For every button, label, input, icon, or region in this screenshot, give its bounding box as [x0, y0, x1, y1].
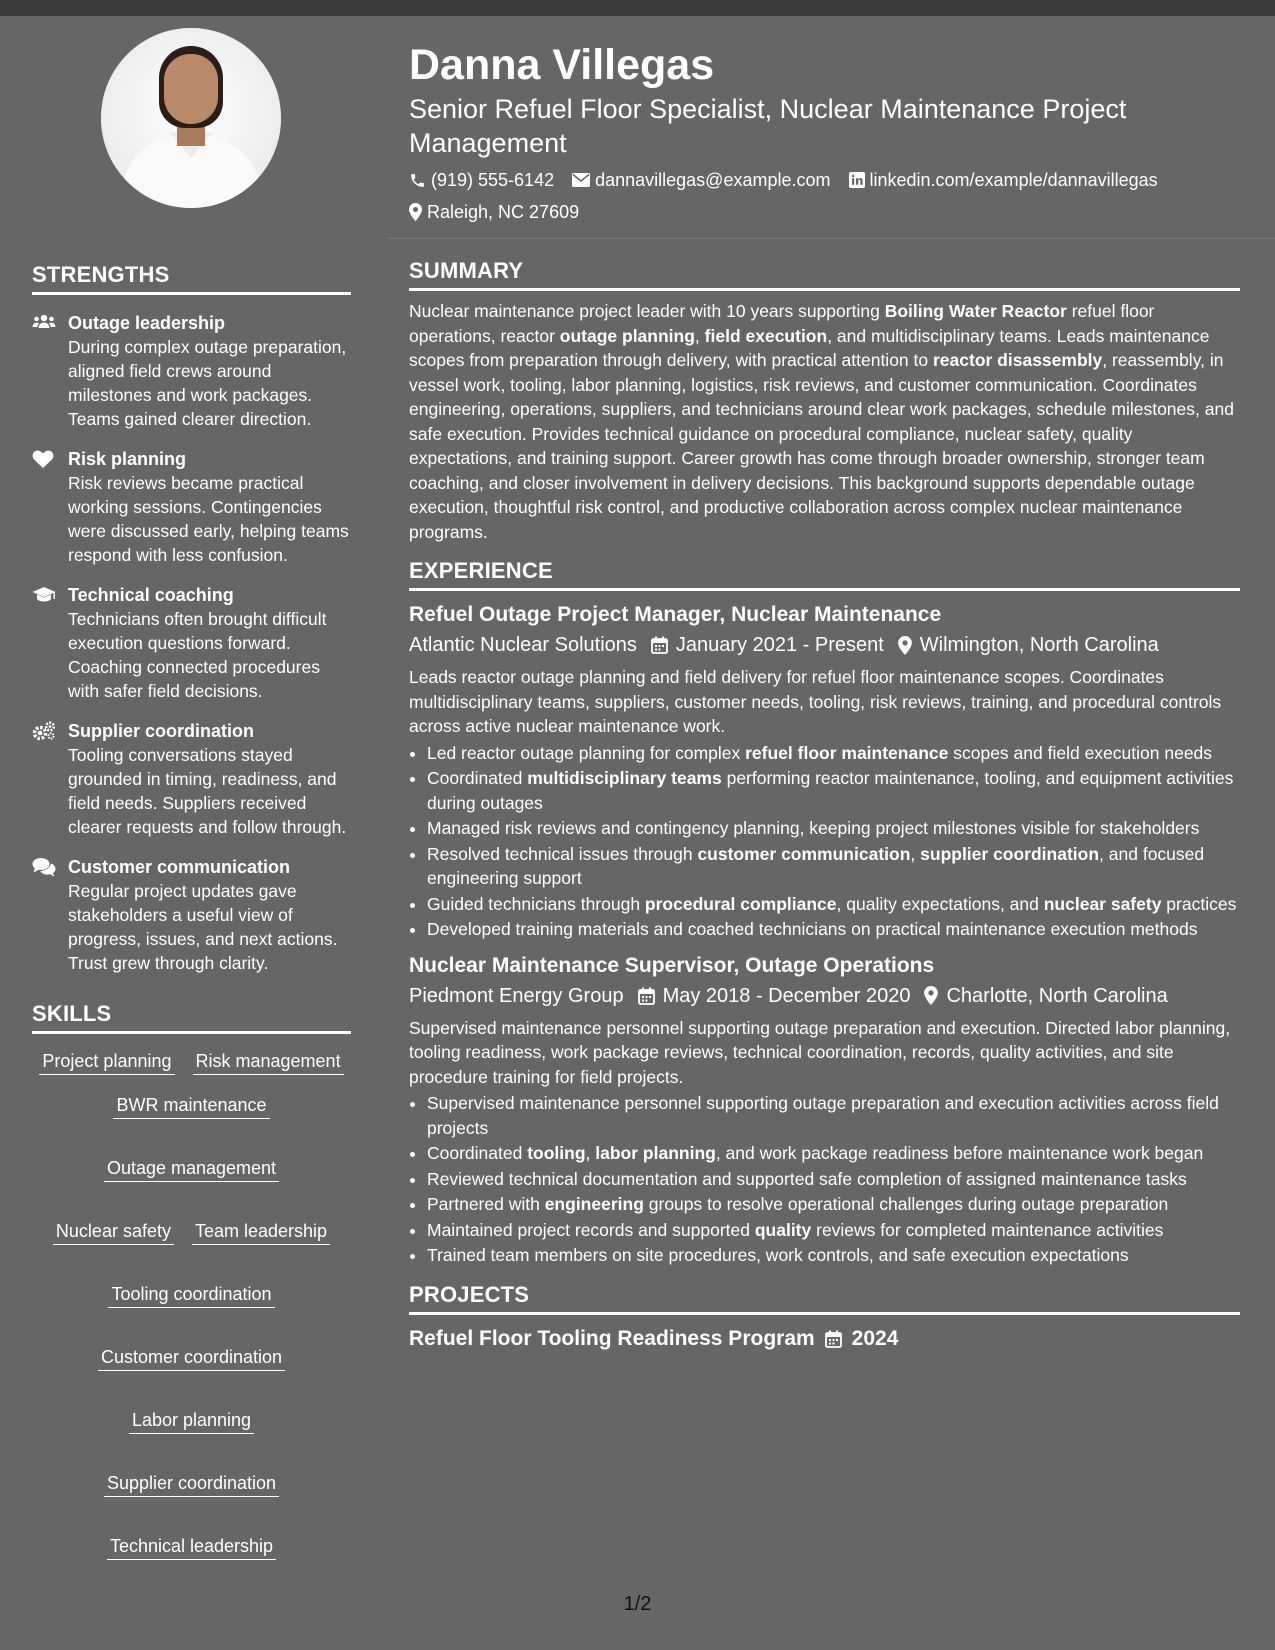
list-item: • Managed risk reviews and contingency planning, keeping project milestones visible for stakeholders — [427, 816, 1240, 841]
strength-description: Tooling conversations stayed grounded in timing, readiness, and field needs. Suppliers received clearer requests and follow through. — [68, 745, 347, 837]
avatar — [101, 28, 281, 208]
linkedin-text: linkedin.com/example/dannavillegas — [869, 170, 1158, 190]
job-bullets — [409, 741, 1240, 942]
comments-icon — [32, 855, 68, 975]
job-meta — [409, 982, 1240, 1010]
left-column — [32, 28, 351, 1560]
strength-item — [32, 311, 351, 431]
gears-icon — [32, 719, 68, 839]
skill-tag: Technical leadership — [107, 1535, 276, 1560]
summary-text: Nuclear maintenance project leader with 10 years supporting Boiling Water Reactor refuel floor operations, reactor outage planning, field execution, and multidisciplinary teams. Leads maintenance scopes from preparation through delivery, with practical attention to reactor disassembly, reassembly, in vessel work, tooling, labor planning, logistics, risk reviews, and customer communication. Coordinates engineering, operations, suppliers, and technicians around clear work packages, schedule milestones, and safe execution. Provides technical guidance on procedural compliance, nuclear safety, quality expectations, and training support. Career growth has come through broader ownership, stronger team coaching, and closer involvement in delivery decisions. This background supports dependable outage execution, thoughtful risk control, and productive collaboration across complex nuclear maintenance programs. — [409, 301, 1234, 542]
map-marker-icon — [898, 636, 912, 655]
map-marker-icon — [924, 986, 938, 1005]
list-item: • Led reactor outage planning for complex refuel floor maintenance scopes and field execution needs — [427, 741, 1240, 766]
job-dates: May 2018 - December 2020 — [662, 984, 911, 1007]
experience-heading: EXPERIENCE — [409, 558, 1240, 591]
job-bullets — [409, 1091, 1240, 1268]
location-contact — [409, 200, 579, 224]
linkedin-icon — [849, 172, 865, 188]
job-title: Refuel Outage Project Manager, Nuclear Maintenance — [409, 603, 942, 626]
top-bar — [0, 0, 1275, 16]
skill-tag: Tooling coordination — [108, 1283, 274, 1308]
list-item: • Maintained project records and supported quality reviews for completed maintenance activities — [427, 1218, 1240, 1243]
calendar-icon — [638, 987, 655, 1005]
phone-text: (919) 555-6142 — [431, 170, 555, 190]
list-item: • Resolved technical issues through customer communication, supplier coordination, and focused engineering support — [427, 842, 1240, 891]
list-item: • Developed training materials and coached technicians on practical maintenance execution methods — [427, 917, 1240, 942]
strength-item — [32, 719, 351, 839]
job-entry — [409, 952, 1240, 1268]
strengths-heading: STRENGTHS — [32, 262, 351, 295]
skill-tag: Nuclear safety — [53, 1220, 174, 1245]
project-year: 2024 — [851, 1326, 899, 1350]
skills-heading: SKILLS — [32, 1001, 351, 1034]
strength-title: Outage leadership — [68, 313, 226, 333]
job-meta — [409, 631, 1240, 659]
company-name: Piedmont Energy Group — [409, 984, 624, 1007]
skill-tag: Customer coordination — [98, 1346, 285, 1371]
strength-item — [32, 583, 351, 703]
skill-tag: Project planning — [39, 1050, 174, 1075]
project-title: Refuel Floor Tooling Readiness Program — [409, 1326, 815, 1350]
phone-icon — [409, 172, 426, 189]
skill-tag: Risk management — [193, 1050, 344, 1075]
email-contact[interactable] — [572, 168, 830, 192]
candidate-name: Danna Villegas — [409, 41, 715, 89]
skills-list — [32, 1050, 351, 1560]
job-location: Wilmington, North Carolina — [919, 634, 1159, 656]
list-item: • Trained team members on site procedures, work controls, and safe execution expectations — [427, 1243, 1240, 1268]
list-item: • Reviewed technical documentation and supported safe completion of assigned maintenance tasks — [427, 1167, 1240, 1192]
strength-title: Supplier coordination — [68, 721, 255, 741]
map-marker-icon — [409, 203, 422, 221]
strength-item — [32, 855, 351, 975]
page-indicator: 1/2 — [623, 1593, 652, 1615]
job-dates: January 2021 - Present — [675, 634, 884, 656]
projects-heading: PROJECTS — [409, 1282, 1240, 1315]
skill-tag: Supplier coordination — [104, 1472, 279, 1497]
strength-description: Regular project updates gave stakeholders a useful view of progress, issues, and next actions. Trust grew through clarity. — [68, 881, 338, 973]
strength-title: Risk planning — [68, 449, 187, 469]
job-description: Supervised maintenance personnel supporting outage preparation and execution. Directed labor planning, tooling readiness, work package reviews, technical coordination, records, quality activities, and site procedure training for field projects. — [409, 1017, 1231, 1087]
job-title: Nuclear Maintenance Supervisor, Outage Operations — [409, 953, 935, 977]
users-icon — [32, 311, 68, 431]
company-name: Atlantic Nuclear Solutions — [409, 634, 637, 656]
summary-heading: SUMMARY — [409, 258, 1240, 291]
list-item: • Supervised maintenance personnel supporting outage preparation and execution activities across field projects — [427, 1091, 1240, 1140]
strength-description: Risk reviews became practical working sessions. Contingencies were discussed early, helping teams respond with less confusion. — [68, 473, 349, 565]
job-description: Leads reactor outage planning and field delivery for refuel floor maintenance scopes. Coordinates multidisciplinary teams, suppliers, customer needs, tooling, risk reviews, training, and procedural controls across active nuclear maintenance work. — [409, 667, 1222, 736]
project-entry — [409, 1325, 1240, 1353]
list-item: • Coordinated multidisciplinary teams performing reactor maintenance, tooling, and equipment activities during outages — [427, 766, 1240, 815]
strength-title: Technical coaching — [68, 585, 234, 605]
calendar-icon — [825, 1330, 842, 1348]
list-item: • Coordinated tooling, labor planning, and work package readiness before maintenance work began — [427, 1141, 1240, 1166]
contact-info — [409, 168, 1240, 224]
job-location: Charlotte, North Carolina — [946, 984, 1168, 1007]
location-text: Raleigh, NC 27609 — [427, 202, 580, 222]
email-text: dannavillegas@example.com — [595, 170, 831, 190]
skill-tag: Outage management — [104, 1157, 279, 1182]
job-entry — [409, 601, 1240, 942]
skill-tag: Team leadership — [192, 1220, 330, 1245]
right-column — [409, 40, 1240, 1353]
strength-description: Technicians often brought difficult execution questions forward. Coaching connected procedures with safer field decisions. — [68, 609, 327, 701]
candidate-title: Senior Refuel Floor Specialist, Nuclear Maintenance Project Management — [409, 94, 1127, 158]
envelope-icon — [572, 173, 590, 187]
graduation-cap-icon — [32, 583, 68, 703]
strength-title: Customer communication — [68, 857, 291, 877]
phone-contact[interactable] — [409, 168, 554, 192]
heart-icon — [32, 447, 68, 567]
skill-tag: Labor planning — [129, 1409, 254, 1434]
strength-item — [32, 447, 351, 567]
linkedin-contact[interactable] — [849, 168, 1158, 192]
list-item: • Partnered with engineering groups to resolve operational challenges during outage preparation — [427, 1192, 1240, 1217]
strength-description: During complex outage preparation, aligned field crews around milestones and work packages. Teams gained clearer direction. — [68, 337, 347, 429]
calendar-icon — [651, 636, 668, 654]
skill-tag: BWR maintenance — [113, 1094, 269, 1119]
list-item: • Guided technicians through procedural compliance, quality expectations, and nuclear safety practices — [427, 892, 1240, 917]
